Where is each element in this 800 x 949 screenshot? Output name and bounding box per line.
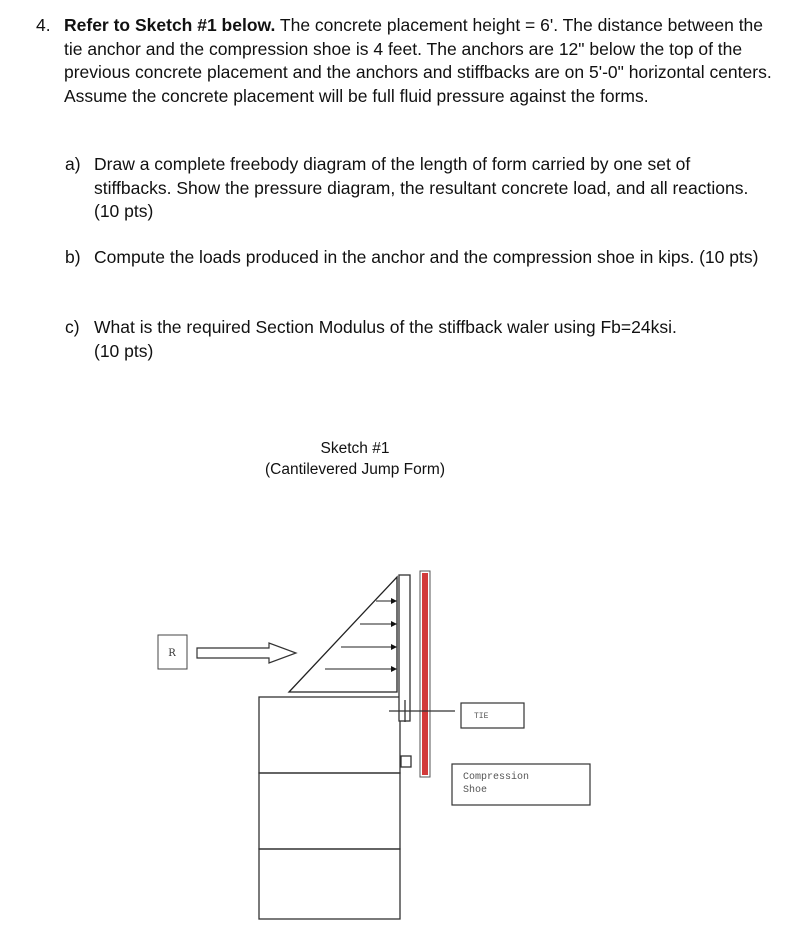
tie-label-box	[461, 703, 524, 728]
question-lead: Refer to Sketch #1 below.	[64, 15, 276, 35]
question-number: 4.	[36, 15, 51, 35]
part-c-text: What is the required Section Modulus of the stiffback waler using Fb=24ksi. (10 pts)	[94, 317, 677, 361]
compression-shoe	[401, 756, 411, 767]
sketch-subtitle: (Cantilevered Jump Form)	[264, 461, 446, 478]
shoe-label-line1: Compression	[463, 772, 530, 783]
concrete-lift-3	[259, 849, 400, 919]
pressure-diagram	[289, 577, 397, 692]
sketch-title: Sketch #1	[320, 440, 390, 457]
part-c-label: c)	[65, 317, 80, 337]
concrete-lift-1	[259, 697, 400, 773]
part-a-text: Draw a complete freebody diagram of the length of form carried by one set of stiffbacks. Show the pressure diagram, the resultant concrete load, and all reactions. (10 pts)	[94, 154, 749, 221]
question-text: The concrete placement height = 6'. The distance between the tie anchor and the compression shoe is 4 feet. The anchors are 12" below the top of the previous concrete placement and the anchors and stiffbacks are on 5'-0" horizontal centers. Assume the concrete placement will be full fluid pressure against the forms.	[64, 15, 772, 106]
resultant-label: R	[168, 648, 176, 659]
shoe-label-line2: Shoe	[463, 785, 488, 796]
concrete-lift-2	[259, 773, 400, 849]
part-a-label: a)	[65, 154, 81, 174]
tie-label: TIE	[474, 712, 489, 721]
resultant-arrow	[197, 643, 296, 663]
part-b-label: b)	[65, 247, 81, 267]
part-b-text: Compute the loads produced in the anchor and the compression shoe in kips. (10 pts)	[94, 247, 759, 267]
form-panel	[399, 575, 410, 721]
stiffback-fill	[422, 573, 428, 775]
